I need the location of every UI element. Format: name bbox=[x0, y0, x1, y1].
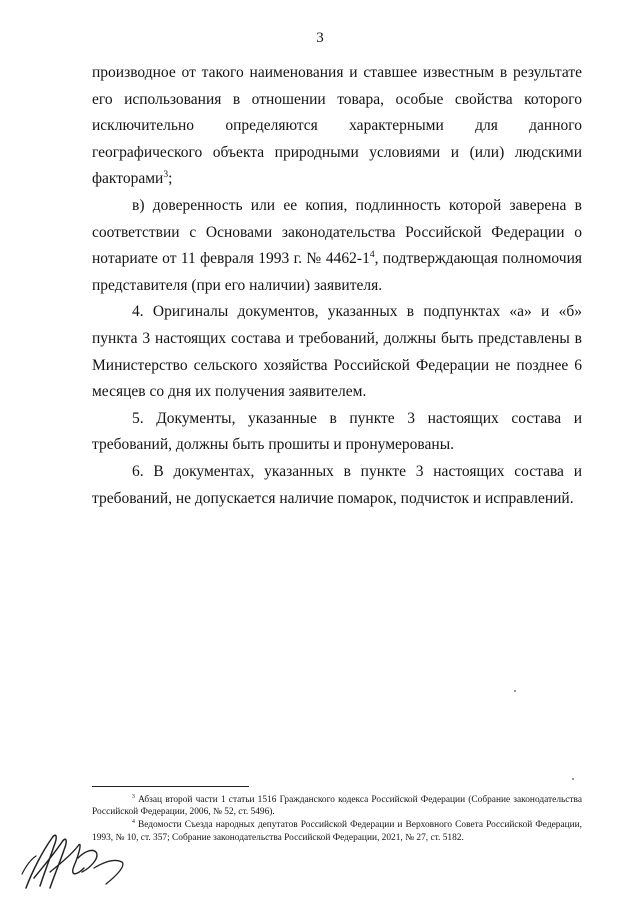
footnote-3-text: Абзац второй части 1 статьи 1516 Гражданского кодекса Российской Федерации (Собрание законодательства Российской Федерации, 2006, № 52, ст. 5496). bbox=[92, 795, 582, 818]
paragraph-5: 5. Документы, указанные в пункте 3 настоящих состава и требований, должны быть прошиты и пронумерованы. bbox=[92, 409, 582, 454]
scan-speck bbox=[572, 778, 574, 780]
paragraph-6: 6. В документах, указанных в пункте 3 настоящих состава и требований, не допускается наличие помарок, подчисток и исправлений. bbox=[92, 462, 582, 507]
footnote-3-marker: 3 bbox=[132, 793, 135, 800]
page-number: 3 bbox=[316, 30, 324, 46]
footnote-reference-3: 3 bbox=[163, 169, 169, 181]
footnote-separator bbox=[92, 786, 249, 787]
footnote-4-text: Ведомости Съезда народных депутатов Российской Федерации и Верховного Совета Российской Федерации, 1993, № 10, ст. 357; Собрание законодательства Российской Федерации, 2021, № 27, ст. 5182. bbox=[92, 820, 582, 843]
scan-speck bbox=[514, 690, 516, 692]
continued-paragraph-text: производное от такого наименования и ставшее известным в результате его использования в отношении товара, особые свойства которого исключительно определяются характерными для данного географического объекта природными условиями и (или) людскими факторами bbox=[92, 64, 582, 188]
item-v-text: в) доверенность или ее копия, подлинность которой заверена в соответствии с Основами законодательства Российской Федерации о нотариате от 11 февраля 1993 г. № 4462-1 bbox=[92, 196, 582, 268]
footnote-4-marker: 4 bbox=[132, 819, 135, 826]
handwritten-signature bbox=[20, 828, 138, 894]
main-body-text bbox=[92, 60, 582, 512]
footnote-3 bbox=[92, 794, 582, 818]
footnote-reference-4: 4 bbox=[369, 249, 375, 260]
continued-paragraph-tail: ; bbox=[168, 170, 173, 188]
footnote-4 bbox=[92, 819, 582, 843]
continued-paragraph bbox=[92, 60, 582, 193]
footnotes bbox=[92, 794, 582, 845]
paragraph-4: 4. Оригиналы документов, указанных в подпунктах «а» и «б» пункта 3 настоящих состава и требований, должны быть представлены в Министерство сельского хозяйства Российской Федерации не позднее 6 месяцев со дня их получения заявителем. bbox=[92, 303, 582, 401]
item-v-tail: , подтверждающая полномочия представителя (при его наличии) заявителя. bbox=[92, 250, 582, 294]
item-v-paragraph bbox=[92, 193, 582, 299]
